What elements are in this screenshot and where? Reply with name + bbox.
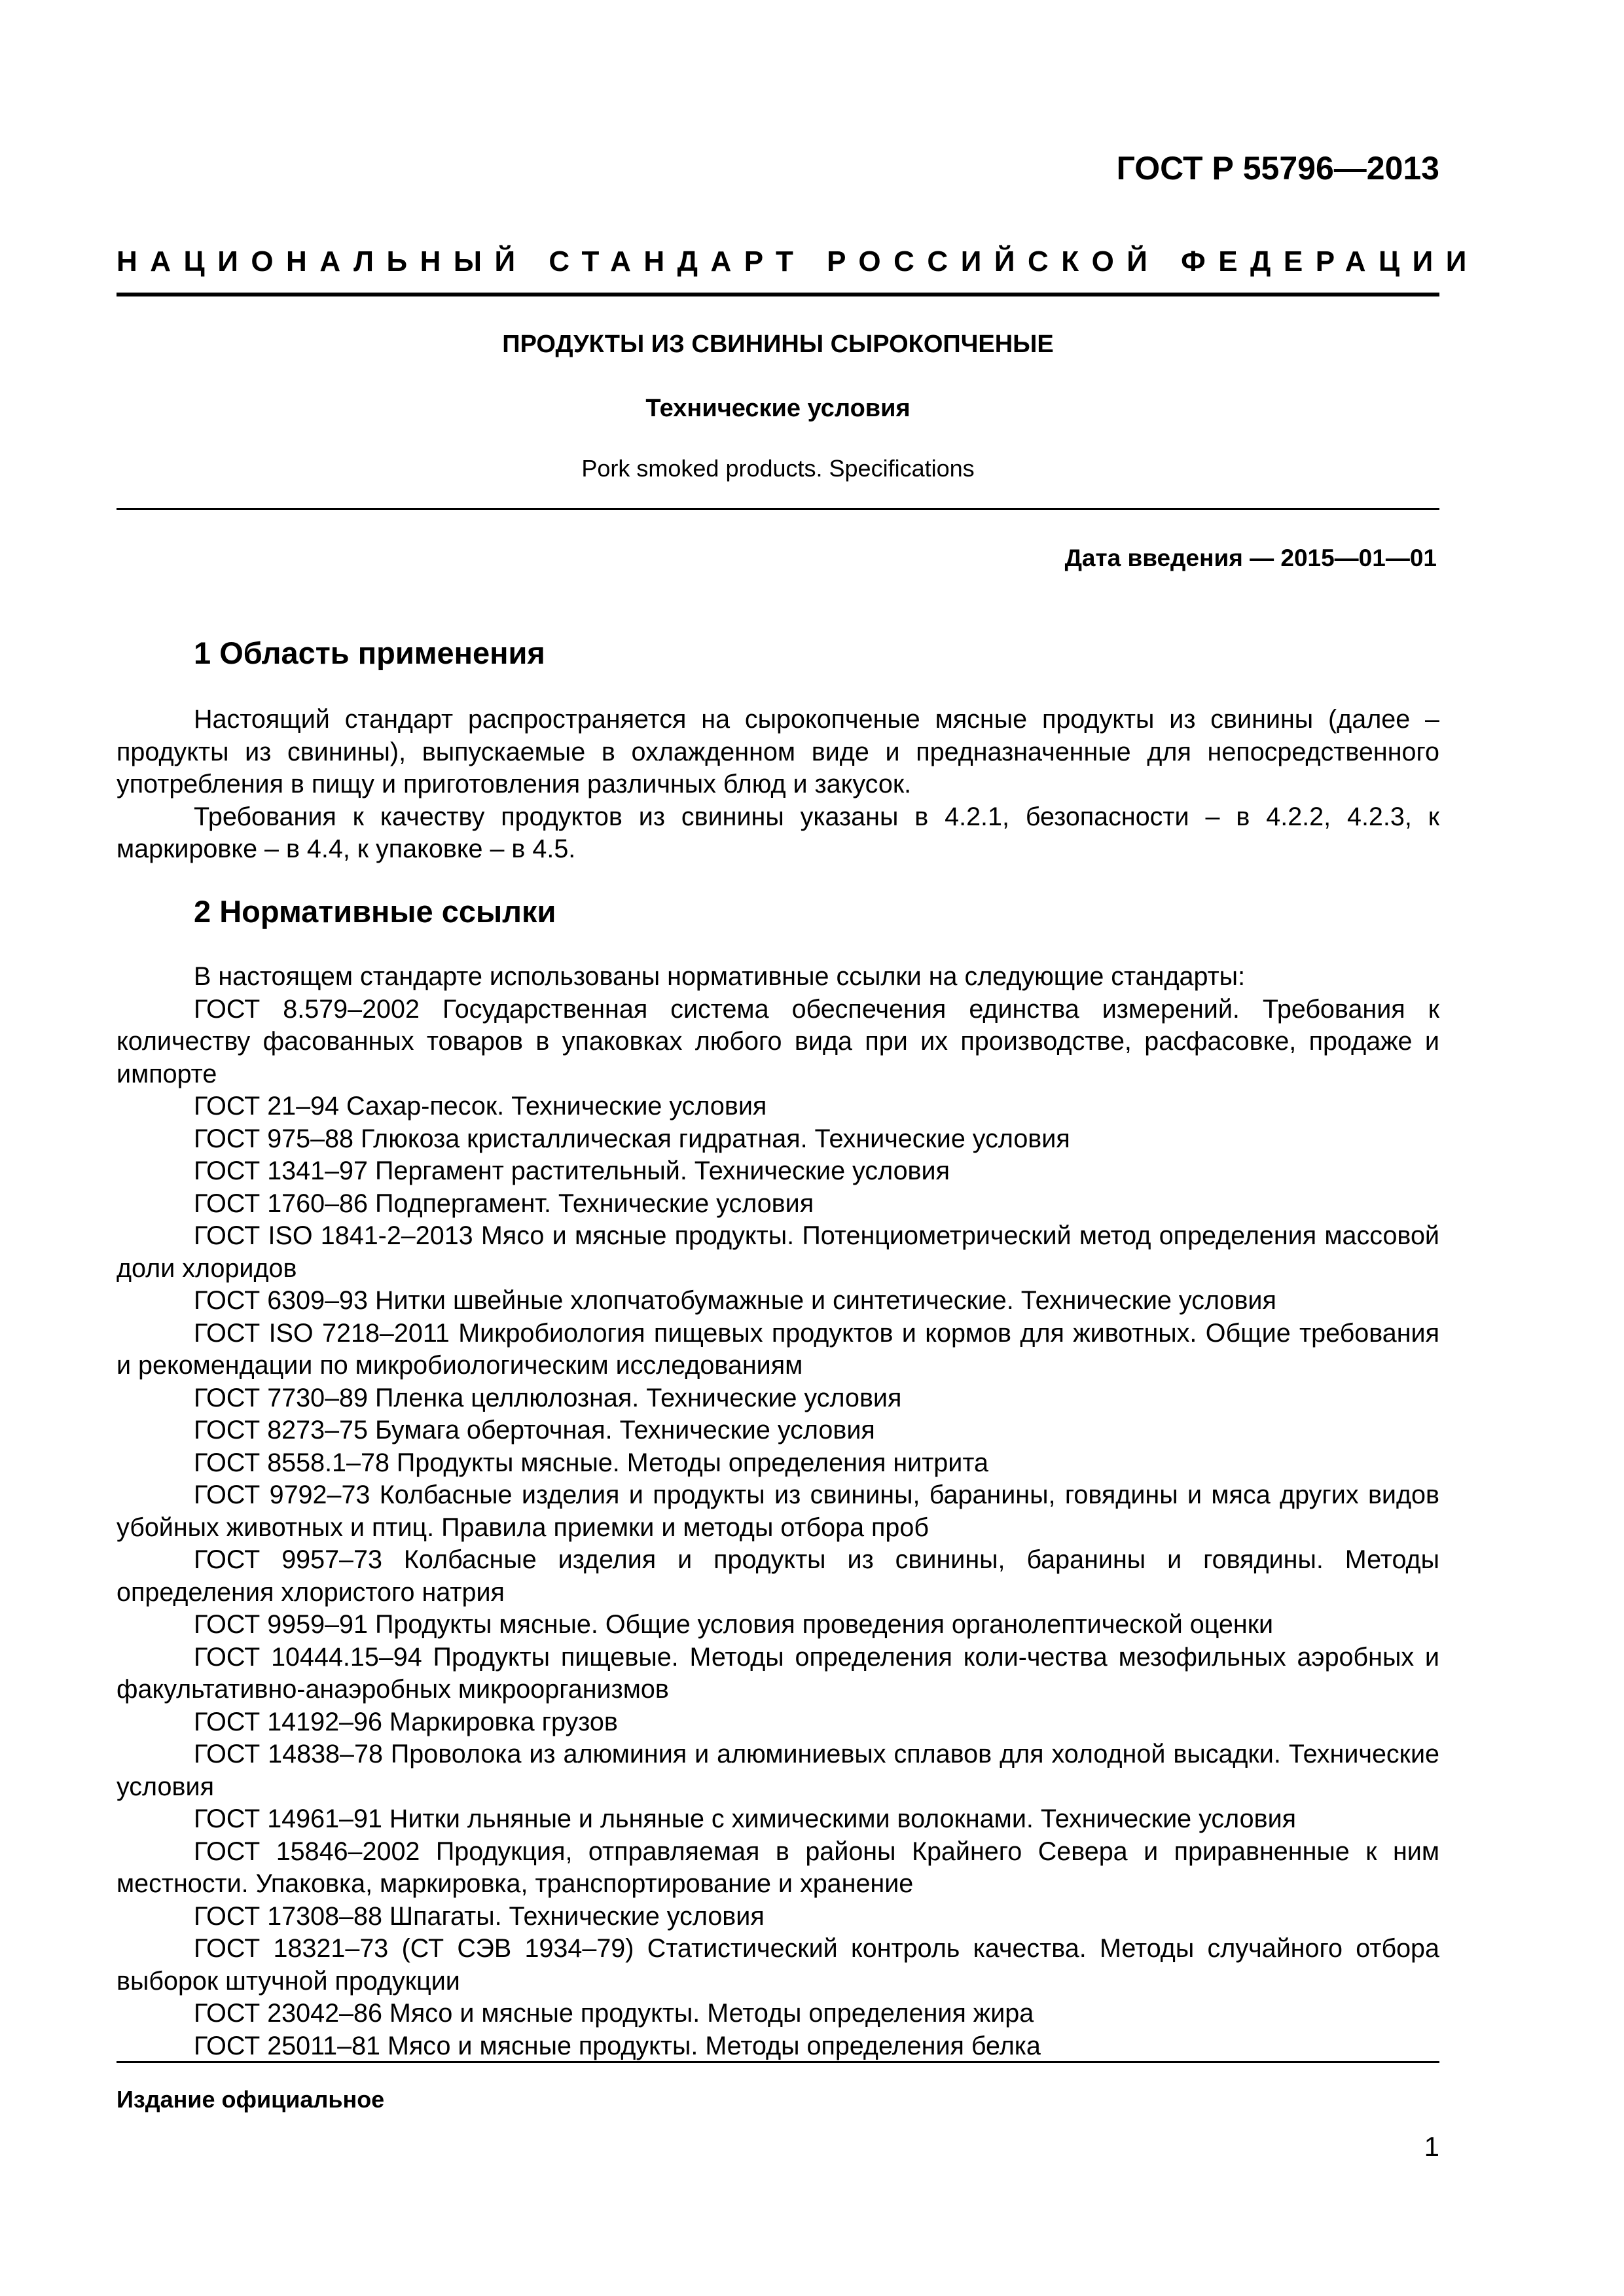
reference-item: ГОСТ 21–94 Сахар-песок. Технические условия: [194, 1092, 767, 1121]
section-2-heading: 2 Нормативные ссылки: [194, 894, 556, 929]
reference-item: ГОСТ 9957–73 Колбасные изделия и продукты из свинины, баранины и говядины. Методы определения хлористого натрия: [117, 1545, 1439, 1607]
reference-item: ГОСТ 17308–88 Шпагаты. Технические условия: [194, 1901, 765, 1931]
section-1-body: [117, 704, 1439, 866]
header-rule: [117, 293, 1439, 296]
reference-item: ГОСТ 14838–78 Проволока из алюминия и алюминиевых сплавов для холодной высадки. Технические условия: [117, 1740, 1439, 1801]
document-subtitle: Технические условия: [645, 395, 911, 422]
page-number: 1: [1424, 2131, 1439, 2162]
references-intro: В настоящем стандарте использованы нормативные ссылки на следующие стандарты:: [194, 962, 1246, 991]
reference-item: ГОСТ ISO 1841-2–2013 Мясо и мясные продукты. Потенциометрический метод определения массовой доли хлоридов: [117, 1221, 1439, 1283]
section-1-heading: 1 Область применения: [194, 636, 545, 670]
reference-item: ГОСТ 8558.1–78 Продукты мясные. Методы определения нитрита: [194, 1448, 988, 1477]
reference-item: ГОСТ 9959–91 Продукты мясные. Общие условия проведения органолептической оценки: [194, 1610, 1274, 1639]
reference-item: ГОСТ 1760–86 Подпергамент. Технические условия: [194, 1189, 814, 1218]
reference-item: ГОСТ 18321–73 (СТ СЭВ 1934–79) Статистический контроль качества. Методы случайного отбора выборок штучной продукции: [117, 1934, 1439, 1996]
reference-item: ГОСТ ISO 7218–2011 Микробиология пищевых продуктов и кормов для животных. Общие требования и рекомендации по микробиологическим исследованиям: [117, 1318, 1439, 1380]
reference-item: ГОСТ 10444.15–94 Продукты пищевые. Методы определения коли-чества мезофильных аэробных и факультативно-анаэробных микроорганизмов: [117, 1642, 1439, 1704]
reference-item: ГОСТ 975–88 Глюкоза кристаллическая гидратная. Технические условия: [194, 1124, 1070, 1153]
section-2-body: [117, 961, 1439, 2062]
introduction-date: Дата введения — 2015—01—01: [1064, 545, 1437, 571]
footer-rule: [117, 2061, 1439, 2063]
reference-item: ГОСТ 8.579–2002 Государственная система обеспечения единства измерений. Требования к количеству фасованных товаров в упаковках любого вида при их производстве, расфасовке, продаже и импорте: [117, 994, 1439, 1088]
reference-item: ГОСТ 7730–89 Пленка целлюлозная. Технические условия: [194, 1383, 902, 1412]
national-standard-banner: НАЦИОНАЛЬНЫЙ СТАНДАРТ РОССИЙСКОЙ ФЕДЕРАЦИИ: [117, 245, 1479, 278]
edition-label: Издание официальное: [117, 2086, 385, 2113]
reference-item: ГОСТ 6309–93 Нитки швейные хлопчатобумажные и синтетические. Технические условия: [194, 1286, 1276, 1315]
reference-item: ГОСТ 8273–75 Бумага оберточная. Технические условия: [194, 1416, 875, 1444]
document-number: ГОСТ Р 55796—2013: [1116, 150, 1439, 187]
section-1-paragraph: Настоящий стандарт распространяется на сырокопченые мясные продукты из свинины (далее – продукты из свинины), выпускаемые в охлажденном виде и предназначенные для непосредственного употребления в пищу и приготовления различных блюд и закусок.: [117, 705, 1439, 798]
references-list: [117, 994, 1439, 2063]
reference-item: ГОСТ 23042–86 Мясо и мясные продукты. Методы определения жира: [194, 1999, 1034, 2028]
reference-item: ГОСТ 25011–81 Мясо и мясные продукты. Методы определения белка: [194, 2031, 1041, 2060]
reference-item: ГОСТ 1341–97 Пергамент растительный. Технические условия: [194, 1157, 950, 1185]
reference-item: ГОСТ 14192–96 Маркировка грузов: [194, 1707, 618, 1736]
reference-item: ГОСТ 14961–91 Нитки льняные и льняные с химическими волокнами. Технические условия: [194, 1804, 1297, 1833]
title-rule: [117, 508, 1439, 510]
reference-item: ГОСТ 15846–2002 Продукция, отправляемая в районы Крайнего Севера и приравненные к ним местности. Упаковка, маркировка, транспортирование и хранение: [117, 1837, 1439, 1898]
section-1-paragraph: Требования к качеству продуктов из свинины указаны в 4.2.1, безопасности – в 4.2.2, 4.2.3, к маркировке – в 4.4, к упаковке – в 4.5.: [117, 802, 1439, 863]
document-title: ПРОДУКТЫ ИЗ СВИНИНЫ СЫРОКОПЧЕНЫЕ: [502, 331, 1054, 358]
document-title-english: Pork smoked products. Specifications: [581, 455, 975, 482]
reference-item: ГОСТ 9792–73 Колбасные изделия и продукты из свинины, баранины, говядины и мяса других видов убойных животных и птиц. Правила приемки и методы отбора проб: [117, 1480, 1439, 1542]
